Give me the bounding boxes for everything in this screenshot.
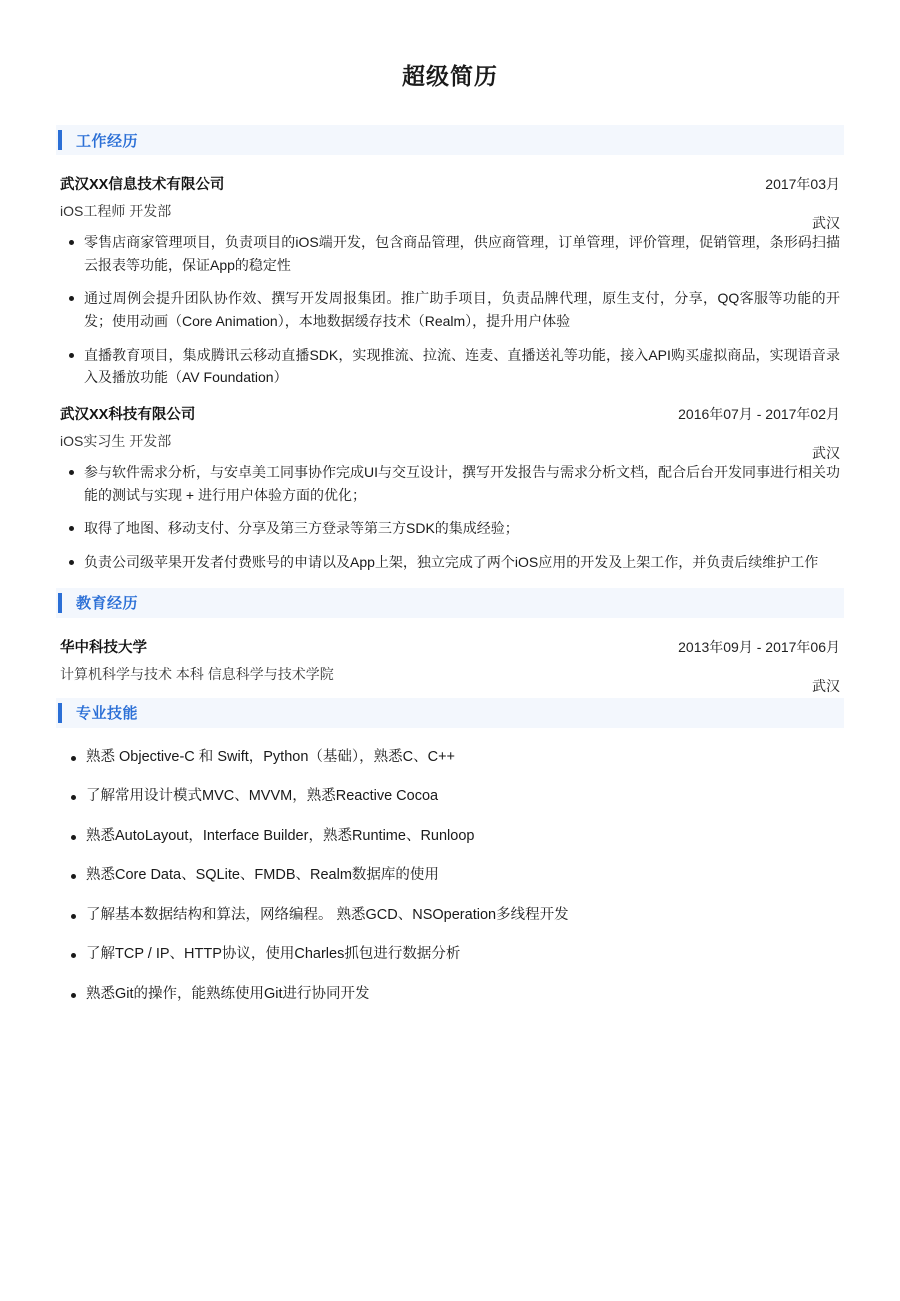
education-entry-major: 计算机科学与技术 本科 信息科学与技术学院 [60,665,334,682]
section-title-work: 工作经历 [76,132,139,150]
skills-list [56,746,844,1006]
work-entry-role: iOS实习生 开发部 [60,433,172,450]
page-title: 超级简历 [402,63,498,89]
section-title-skills: 专业技能 [76,705,139,723]
list-item: 了解常用设计模式MVC、MVVM，熟悉Reactive Cocoa [64,785,840,808]
list-item: 了解TCP / IP、HTTP协议，使用Charles抓包进行数据分析 [64,943,840,966]
work-entry-company: 武汉XX信息技术有限公司 [60,177,225,193]
section-header-work [56,125,844,155]
work-entry-date: 2016年07月 - 2017年02月 [678,406,840,423]
work-entry-company: 武汉XX科技有限公司 [60,407,196,424]
list-item: 零售店商家管理项目，负责项目的iOS端开发，包含商品管理，供应商管理，订单管理，评价管理，促销管理，条形码扫描云报表等功能，保证App的稳定性 [62,231,840,276]
list-item: 熟悉AutoLayout，Interface Builder，熟悉Runtime、Runloop [64,825,840,848]
work-entry-header [56,173,844,194]
list-item: 了解基本数据结构和算法，网络编程。 熟悉GCD、NSOperation多线程开发 [64,904,840,927]
section-header-education [56,588,844,618]
list-item: 负责公司级苹果开发者付费账号的申请以及App上架，独立完成了两个iOS应用的开发及上架工作，并负责后续维护工作 [62,551,840,574]
education-entry [56,636,844,694]
education-entry-subheader [56,664,844,694]
list-item: 通过周例会提升团队协作效、撰写开发周报集团。推广助手项目，负责品牌代理，原生支付，分享，QQ客服等功能的开发；使用动画（Core Animation），本地数据缓存技术（Realm），提升用户体验 [62,287,840,332]
section-accent-bar [58,593,62,613]
work-entry [56,173,844,389]
section-education [56,588,844,694]
section-accent-bar [58,130,62,150]
list-item: 熟悉Core Data、SQLite、FMDB、Realm数据库的使用 [64,864,840,887]
list-item: 熟悉 Objective-C 和 Swift，Python（基础），熟悉C、C++ [64,746,840,769]
work-entry-date: 2017年03月 [765,176,840,192]
section-header-skills [56,698,844,728]
section-skills [56,698,844,1006]
section-accent-bar [58,703,62,723]
work-entry-header [56,403,844,424]
work-entry [56,403,844,574]
education-entry-date: 2013年09月 - 2017年06月 [678,638,840,655]
section-title-education: 教育经历 [76,595,139,613]
section-work-experience [56,125,844,574]
education-entry-school: 华中科技大学 [60,639,147,656]
work-entry-subheader [56,201,844,231]
work-entry-location: 武汉 [812,215,840,231]
list-item: 参与软件需求分析，与安卓美工同事协作完成UI与交互设计，撰写开发报告与需求分析文档，配合后台开发同事进行相关功能的测试与实现 + 进行用户体验方面的优化； [62,461,840,506]
work-entry-bullets [56,461,844,574]
work-entry-location: 武汉 [812,445,840,462]
work-entry-bullets [56,231,844,389]
list-item: 直播教育项目，集成腾讯云移动直播SDK，实现推流、拉流、连麦、直播送礼等功能，接入API购买虚拟商品，实现语音录入及播放功能（AV Foundation） [62,344,840,389]
list-item: 熟悉Git的操作，能熟练使用Git进行协同开发 [64,983,840,1006]
education-entry-location: 武汉 [812,677,840,694]
list-item: 取得了地图、移动支付、分享及第三方登录等第三方SDK的集成经验； [62,517,840,540]
work-entry-subheader [56,431,844,462]
education-entry-header [56,636,844,657]
work-entry-role: iOS工程师 开发部 [60,203,172,219]
